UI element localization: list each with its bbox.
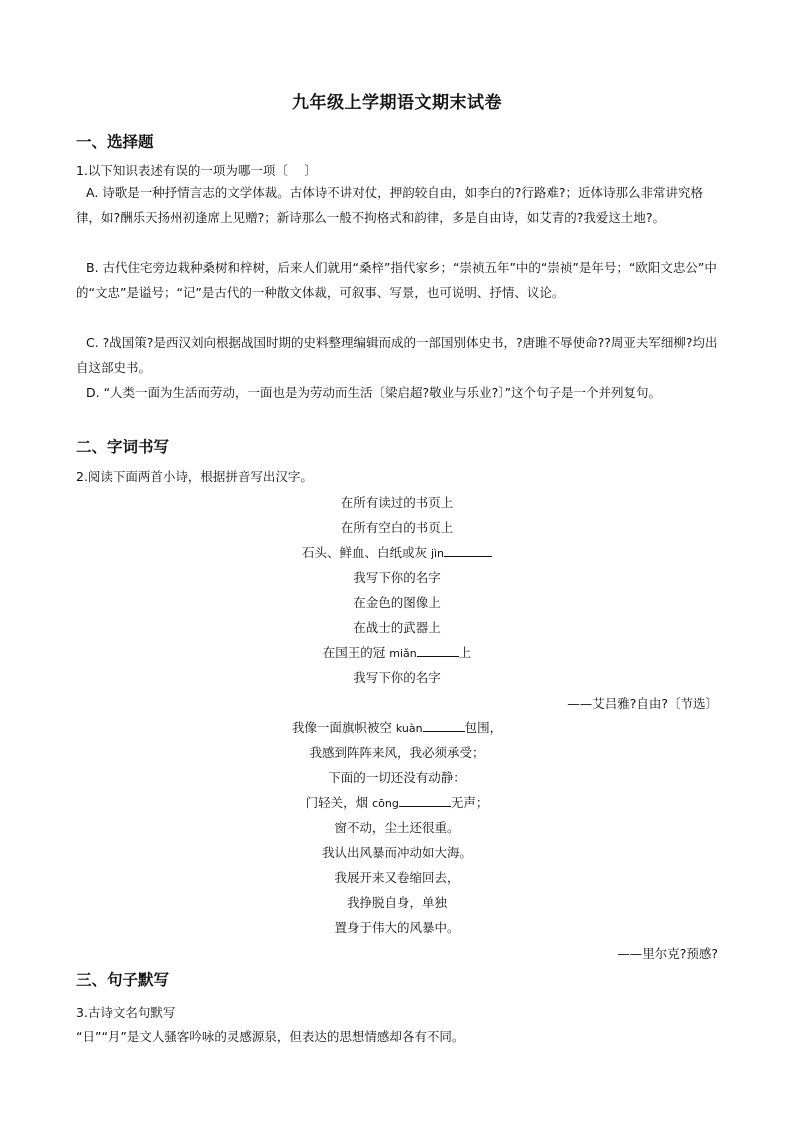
poem-line: 我展开来又卷缩回去， xyxy=(334,870,460,885)
question-3-intro: “日”“月”是文人骚客吟咏的灵感源泉，但表达的思想情感却各有不同。 xyxy=(76,1029,465,1044)
poem-line: 下面的一切还没有动静： xyxy=(328,770,466,785)
poem-line: 在战士的武器上 xyxy=(353,620,441,635)
poem-line xyxy=(0,640,794,665)
poem-text: 石头、鲜血、白纸或灰 xyxy=(301,545,431,560)
section-heading-recitation: 三、句子默写 xyxy=(76,971,170,989)
answer-blank[interactable] xyxy=(417,643,459,657)
poem-line: 在所有空白的书页上 xyxy=(340,520,454,535)
poem-1 xyxy=(0,490,794,690)
section-heading-choice: 一、选择题 xyxy=(76,133,154,151)
poem-line: 置身于伟大的风暴中。 xyxy=(334,920,460,935)
question-1-option-b: B. 古代住宅旁边栽种桑树和梓树，后来人们就用“桑梓”指代家乡；“崇祯五年”中的“崇祯”是年号；“欧阳文忠公”中的“文忠”是谥号；“记”是古代的一种散文体裁，可叙事、写景，也可说明、抒情、议论。 xyxy=(76,260,717,300)
question-3-stem: 3.古诗文名句默写 xyxy=(76,1005,176,1020)
question-1-stem: 1.以下知识表述有误的一项为哪一项〔 〕 xyxy=(76,163,317,178)
poem-line: 我写下你的名字 xyxy=(353,670,441,685)
poem-text: 无声； xyxy=(450,795,489,810)
poem-1-attribution: ——艾吕雅?自由?〔节选〕 xyxy=(567,696,718,711)
answer-blank[interactable] xyxy=(423,718,465,732)
question-1-option-a: A. 诗歌是一种抒情言志的文学体裁。古体诗不讲对仗，押韵较自由，如李白的?行路难?；近体诗那么非常讲究格律，如?酬乐天扬州初逢席上见赠?；新诗那么一般不拘格式和韵律，多是自由诗，如艾青的?我爱这土地?。 xyxy=(76,185,704,225)
poem-line: 窗不动，尘土还很重。 xyxy=(334,820,460,835)
poem-line xyxy=(0,715,794,740)
poem-line: 我挣脱自身，单独 xyxy=(346,895,447,910)
poem-text: 上 xyxy=(458,645,472,660)
question-2-stem: 2.阅读下面两首小诗，根据拼音写出汉字。 xyxy=(76,469,313,484)
poem-text: 门轻关，烟 xyxy=(305,795,373,810)
question-1-option-c: C. ?战国策?是西汉刘向根据战国时期的史料整理编辑而成的一部国别体史书，?唐雎不辱使命??周亚夫军细柳?均出自这部史书。 xyxy=(76,335,718,375)
poem-text: 我像一面旗帜被空 xyxy=(291,720,396,735)
poem-text: 包围， xyxy=(464,720,503,735)
poem-line: 我认出风暴而冲动如大海。 xyxy=(321,845,472,860)
poem-line xyxy=(0,540,794,565)
poem-line: 我写下你的名字 xyxy=(353,570,441,585)
pinyin-hint: kuàn xyxy=(395,722,423,735)
poem-2-attribution: ——里尔克?预感? xyxy=(617,946,718,961)
question-1-option-d: D. “人类一面为生活而劳动，一面也是为劳动而生活〔梁启超?敬业与乐业?〕”这个句子是一个并列复句。 xyxy=(86,385,662,400)
pinyin-hint: miǎn xyxy=(389,647,417,660)
poem-line: 在所有读过的书页上 xyxy=(340,495,454,510)
poem-2 xyxy=(0,715,794,940)
poem-line: 在金色的图像上 xyxy=(353,595,441,610)
section-heading-writing: 二、字词书写 xyxy=(76,438,170,456)
pinyin-hint: cōng xyxy=(372,797,399,810)
page-title: 九年级上学期语文期末试卷 xyxy=(292,93,502,113)
poem-text: 在国王的冠 xyxy=(322,645,390,660)
pinyin-hint: jìn xyxy=(430,547,445,560)
poem-line: 我感到阵阵来风，我必须承受； xyxy=(309,745,485,760)
answer-blank[interactable] xyxy=(444,543,492,557)
poem-line xyxy=(0,790,794,815)
answer-blank[interactable] xyxy=(399,793,451,807)
